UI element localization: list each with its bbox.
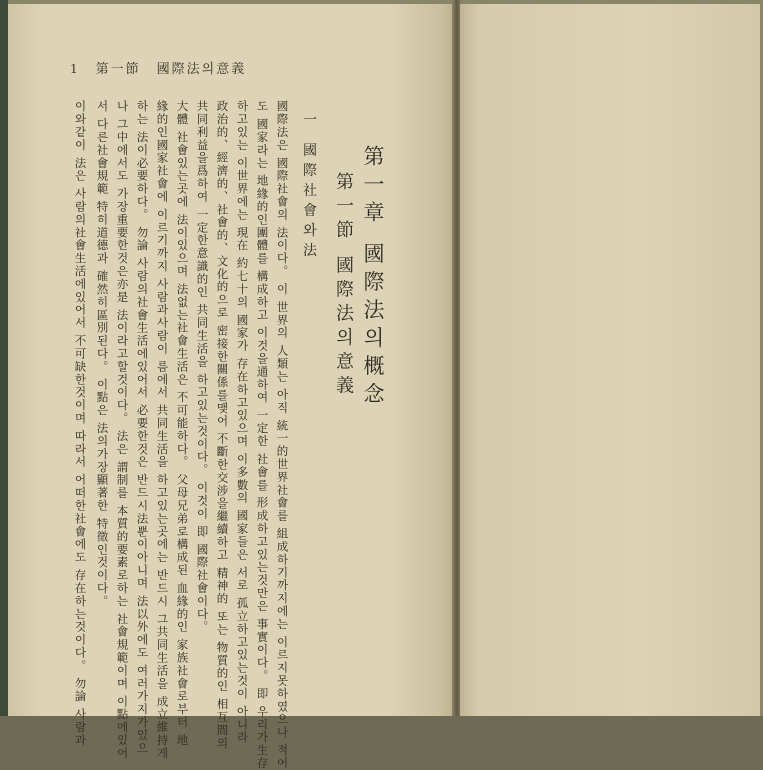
body-line: 政治的、經濟的、社會的、文化的으로 密接한關係를맺어 不斷한交涉을繼續하고 精神的 또는 物質的인 相互間의: [215, 100, 230, 750]
running-head: [70, 58, 246, 77]
chapter-title: 第一章 國際法의概念: [361, 145, 385, 411]
body-line: 하고있는 이世界에는 現在 約七十의 國家가 存在하고있으며 이多數의 國家들은 서로 孤立하고있는것이 아니라: [235, 100, 250, 744]
right-page-blank: [460, 4, 760, 716]
subsection-title: 一 國際社會와法: [301, 112, 317, 263]
running-head-topic: 國際法의意義: [156, 62, 247, 77]
body-line: 나 그中에서도 가장重要한것은亦是 法이라고할것이다。 法은 謂制를 本質的要素로하는 社會規範이며 이點에있어: [115, 100, 130, 760]
section-title: 第一節 國際法의意義: [333, 172, 354, 400]
body-line: 도 國家라는 地緣的인團體를 構成하고 이것을通하여 一定한 社會를 形成하고있는것만은 事實이다。 即 우리가生存: [255, 100, 270, 770]
body-line: 大體 社會있는곳에 法이있으며 法없는社會生活은 不可能하다。 父母兄弟로構成된 血緣的인 家族社會로부터 地: [175, 100, 190, 747]
body-line: 共同利益을爲하여 一定한意識的인 共同生活을 하고있는것이다。 이것이 即 國際社會이다。: [195, 100, 210, 634]
book-spine-edge: [0, 0, 8, 716]
body-line: 이와같이 法은 사람의社會生活에있어서 不可缺한것이며 따라서 어떠한社會에도 存在하는것이다。 勿論 사람과: [73, 100, 88, 747]
body-line: 國際法은 國際社會의 法이다。 이 世界의 人類는 아직 統一的世界社會를 組成하기까지에는 이르지못하였으나 적어: [275, 100, 290, 770]
body-line: 서 다른社會規範 特히道德과 確然히區別된다。 이點은 法의가장顯著한 特徵인것이다。: [95, 100, 110, 608]
page-number: 1: [70, 62, 80, 76]
body-line: 하는 法이必要하다。 勿論 사람의社會生活에있어서 必要한것은 반드시法뿐이아니며 法以外에도 여러가지가있으: [135, 100, 150, 755]
running-head-section: 第一節: [95, 62, 141, 77]
body-line: 緣的인國家社會에 이르기까지 사람과사람이 름에서 共同生活을 하고있는곳에는 반드시 그共同生活을 成立維持게: [155, 100, 170, 760]
